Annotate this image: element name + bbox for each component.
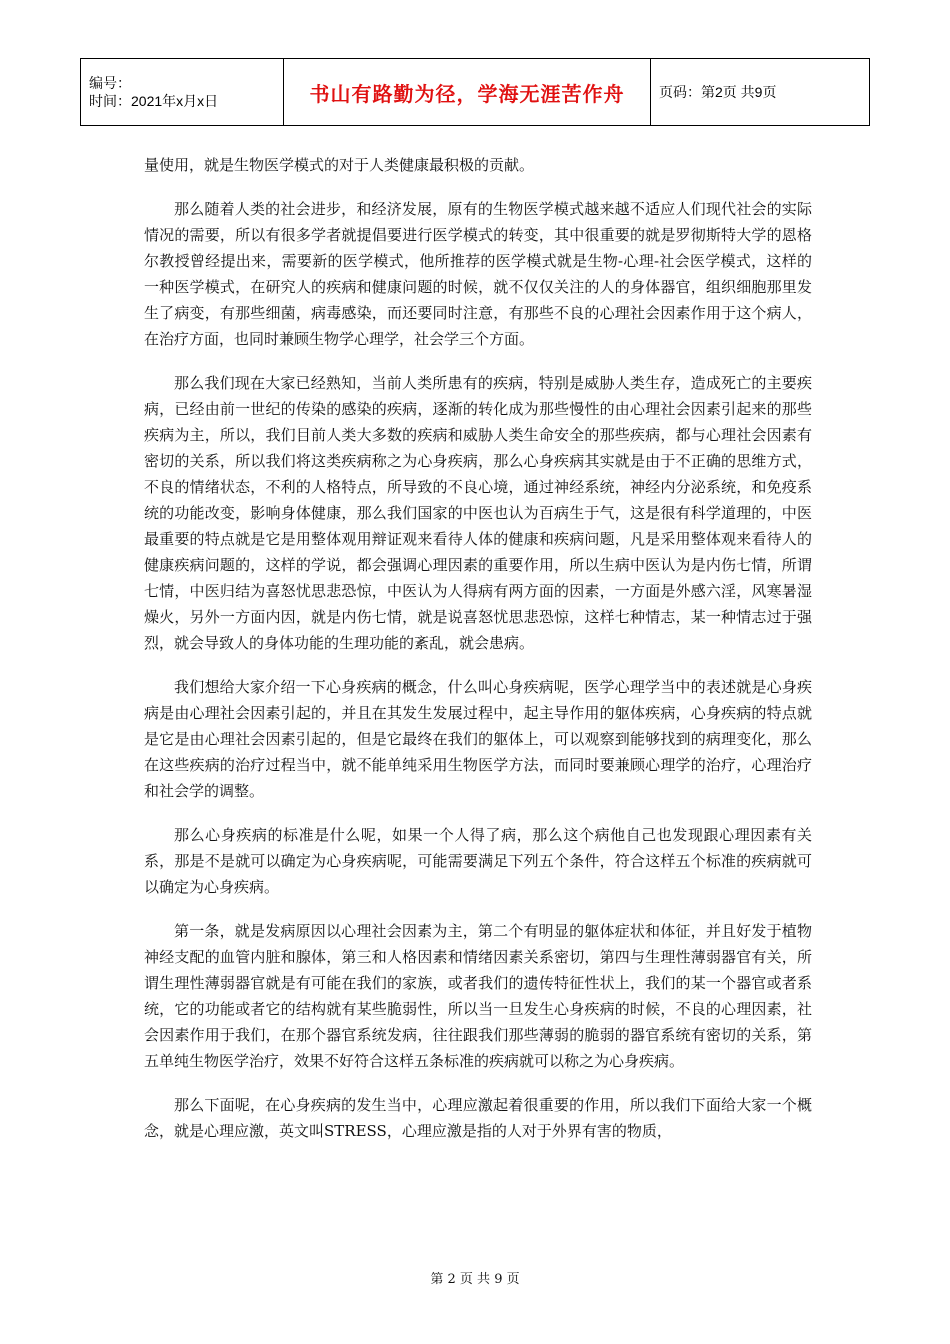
document-time-label: 时间：2021年x月x日 <box>89 93 219 109</box>
paragraph: 第一条，就是发病原因以心理社会因素为主，第二个有明显的躯体症状和体征，并且好发于植物神经支配的血管内脏和腺体，第三和人格因素和情绪因素关系密切，第四与生理性薄弱器官有关，所谓生理性薄弱器官就是有可能在我们的家族，或者我们的遗传特征性状上，我们的某一个器官或者系统，它的功能或者它的结构就有某些脆弱性，所以当一旦发生心身疾病的时候，不良的心理因素，社会因素作用于我们，在那个器官系统发病，往往跟我们那些薄弱的脆弱的器官系统有密切的关系，第五单纯生物医学治疗，效果不好符合这样五条标准的疾病就可以称之为心身疾病。 <box>144 922 812 1070</box>
page-footer: 第 2 页 共 9 页 <box>430 1272 520 1287</box>
paragraph: 那么心身疾病的标准是什么呢，如果一个人得了病，那么这个病他自己也发现跟心理因素有关系，那是不是就可以确定为心身疾病呢，可能需要满足下列五个条件，符合这样五个标准的疾病就可以确定为心身疾病。 <box>144 826 812 896</box>
paragraph: 那么随着人类的社会进步，和经济发展，原有的生物医学模式越来越不适应人们现代社会的实际情况的需要，所以有很多学者就提倡要进行医学模式的转变，其中很重要的就是罗彻斯特大学的恩格尔教授曾经提出来，需要新的医学模式，他所推荐的医学模式就是生物-心理-社会医学模式，这样的一种医学模式，在研究人的疾病和健康问题的时候，就不仅仅关注的人的身体器官，组织细胞那里发生了病变，有那些细菌，病毒感染，而还要同时注意，有那些不良的心理社会因素作用于这个病人，在治疗方面，也同时兼顾生物学心理学，社会学三个方面。 <box>144 200 812 348</box>
paragraph: 那么我们现在大家已经熟知，当前人类所患有的疾病，特别是威胁人类生存，造成死亡的主要疾病，已经由前一世纪的传染的感染的疾病，逐渐的转化成为那些慢性的由心理社会因素引起来的那些疾病为主，所以，我们目前人类大多数的疾病和威胁人类生命安全的那些疾病，都与心理社会因素有密切的关系，所以我们将这类疾病称之为心身疾病，那么心身疾病其实就是由于不正确的思维方式，不良的情绪状态，不利的人格特点，所导致的不良心境，通过神经系统，神经内分泌系统，和免疫系统的功能改变，影响身体健康，那么我们国家的中医也认为百病生于气，这是很有科学道理的，中医最重要的特点就是它是用整体观用辩证观来看待人体的健康和疾病问题，凡是采用整体观来看待人的健康疾病问题的，这样的学说，都会强调心理因素的重要作用，所以生病中医认为是内伤七情，所谓七情，中医归结为喜怒忧思悲恐惊，中医认为人得病有两方面的因素，一方面是外感六淫，风寒暑湿燥火，另外一方面内因，就是内伤七情，就是说喜怒忧思悲恐惊，这样七种情志，某一种情志过于强烈，就会导致人的身体功能的生理功能的紊乱，就会患病。 <box>144 374 812 652</box>
document-header <box>80 58 870 126</box>
paragraph: 量使用，就是生物医学模式的对于人类健康最积极的贡献。 <box>144 156 535 174</box>
document-code-label: 编号： <box>89 75 131 91</box>
header-meta-cell <box>81 59 284 126</box>
paragraph: 我们想给大家介绍一下心身疾病的概念，什么叫心身疾病呢，医学心理学当中的表述就是心身疾病是由心理社会因素引起的，并且在其发生发展过程中，起主导作用的躯体疾病，心身疾病的特点就是它是由心理社会因素引起的，但是它最终在我们的躯体上，可以观察到能够找到的病理变化，那么在这些疾病的治疗过程当中，就不能单纯采用生物医学方法，而同时要兼顾心理学的治疗，心理治疗和社会学的调整。 <box>144 678 812 800</box>
header-motto: 书山有路勤为径，学海无涯苦作舟 <box>284 59 651 126</box>
paragraph: 那么下面呢，在心身疾病的发生当中，心理应激起着很重要的作用，所以我们下面给大家一个概念，就是心理应激，英文叫STRESS，心理应激是指的人对于外界有害的物质， <box>144 1096 812 1140</box>
header-page-info: 页码：第2页 共9页 <box>651 59 870 126</box>
document-body <box>144 152 812 1162</box>
